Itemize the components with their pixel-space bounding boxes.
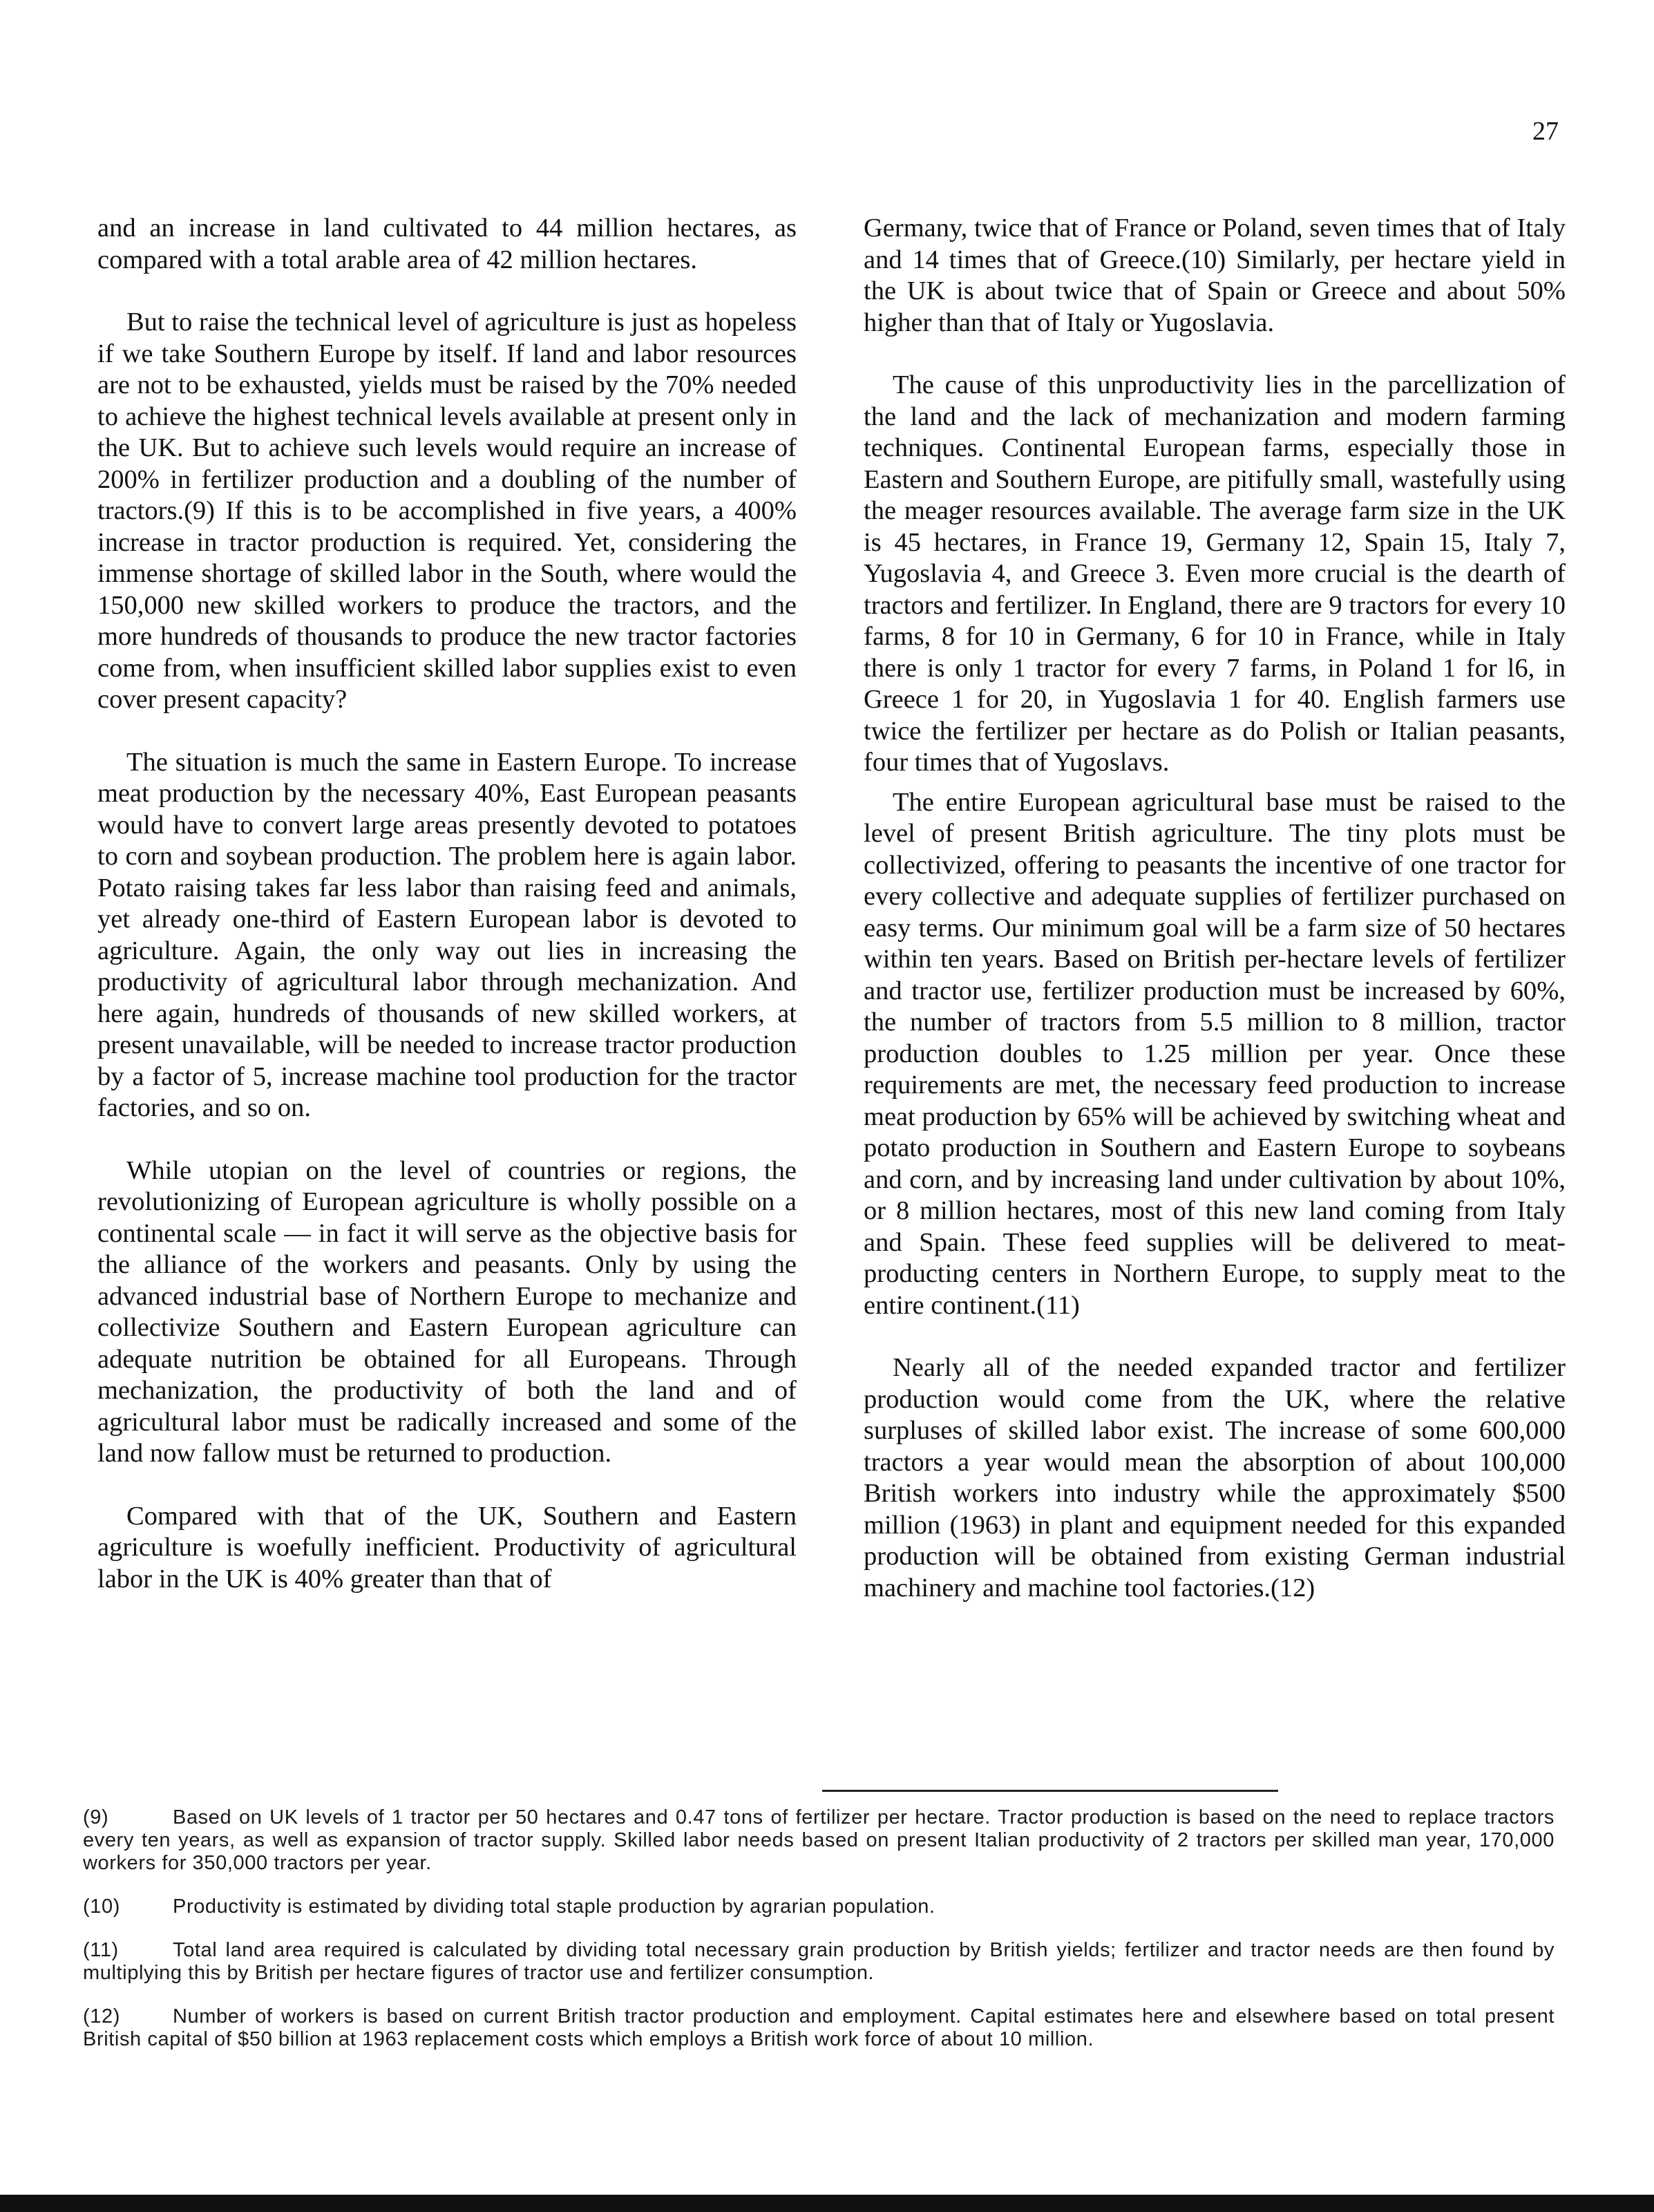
footnote-9 xyxy=(83,1806,1555,1875)
footnote-text: Productivity is estimated by dividing total staple production by agrarian population. xyxy=(173,1896,935,1918)
footnote-text: Total land area required is calculated by dividing total necessary grain production by British yields; fertilizer and tractor needs are then found by multiplying this by British per hectare figures of tractor use and fertilizer consumption. xyxy=(83,1939,1555,1984)
left-paragraph-1: and an increase in land cultivated to 44 million hectares, as compared with a total arable area of 42 million hectares. xyxy=(97,214,797,274)
footnote-text: Number of workers is based on current British tractor production and employment. Capital estimates here and elsewhere based on total present British capital of $50 billion at 1963 replacement costs which employs a British work force of about 10 million. xyxy=(83,2005,1555,2050)
right-paragraph-3: The entire European agricultural base must be raised to the level of present British agriculture. The tiny plots must be collectivized, offering to peasants the incentive of one tractor for every collective and adequate supplies of fertilizer purchased on easy terms. Our minimum goal will be a farm size of 50 hectares within ten years. Based on British per-hectare levels of fertilizer and tractor use, fertilizer production must be increased by 60%, the number of tractors from 5.5 million to 8 million, tractor production doubles to 1.25 million per year. Once these requirements are met, the necessary feed production to increase meat production by 65% will be achieved by switching wheat and potato production in Southern and Eastern Europe to soybeans and corn, and by increasing land under cultivation by about 10%, or 8 million hectares, most of this new land coming from Italy and Spain. These feed supplies will be delivered to meat-producting centers in Northern Europe, to supply meat to the entire continent.(11) xyxy=(864,787,1566,1320)
left-column xyxy=(97,213,797,1626)
footnote-12 xyxy=(83,2005,1555,2051)
footnote-number: (10) xyxy=(83,1896,120,1918)
footnote-11 xyxy=(83,1939,1555,1985)
footnote-divider xyxy=(822,1790,1278,1792)
left-paragraph-5: Compared with that of the UK, Southern and Eastern agriculture is woefully inefficient. Productivity of agricultural labor in the UK is 40% greater than that of xyxy=(97,1501,797,1594)
right-paragraph-4: Nearly all of the needed expanded tractor and fertilizer production would come from the UK, where the relative surpluses of skilled labor exist. The increase of some 600,000 tractors a year would mean the absorption of about 100,000 British workers into industry while the approximately $500 million (1963) in plant and equipment needed for this expanded production will be obtained from existing German industrial machinery and machine tool factories.(12) xyxy=(864,1353,1566,1603)
footnote-number: (9) xyxy=(83,1806,109,1828)
left-paragraph-2: But to raise the technical level of agriculture is just as hopeless if we take Southern Europe by itself. If land and labor resources are not to be exhausted, yields must be raised by the 70% needed to achieve the highest technical levels available at present only in the UK. But to achieve such levels would require an increase of 200% in fertilizer production and a doubling of the number of tractors.(9) If this is to be accomplished in five years, a 400% increase in tractor production is required. Yet, considering the immense shortage of skilled labor in the South, where would the 150,000 new skilled workers to produce the tractors, and the more hundreds of thousands to produce the new tractor factories come from, when insufficient skilled labor supplies exist to even cover present capacity? xyxy=(97,308,797,714)
left-paragraph-4: While utopian on the level of countries or regions, the revolutionizing of European agriculture is wholly possible on a continental scale — in fact it will serve as the objective basis for the alliance of the workers and peasants. Only by using the advanced industrial base of Northern Europe to mechanize and collectivize Southern and Eastern European agriculture can adequate nutrition be obtained for all Europeans. Through mechanization, the productivity of both the land and of agricultural labor must be radically increased and some of the land now fallow must be returned to production. xyxy=(97,1155,797,1468)
footnote-number: (11) xyxy=(83,1939,119,1961)
footnote-10 xyxy=(83,1896,1555,1918)
footnote-number: (12) xyxy=(83,2005,120,2027)
footnotes xyxy=(83,1806,1555,2072)
page-number: 27 xyxy=(1532,117,1559,146)
right-paragraph-1: Germany, twice that of France or Poland, seven times that of Italy and 14 times that of Greece.(10) Similarly, per hectare yield in the UK is about twice that of Spain or Greece and about 50% higher than that of Italy or Yugoslavia. xyxy=(864,214,1566,337)
scan-border-bottom xyxy=(0,2195,1654,2212)
right-column xyxy=(864,213,1566,1635)
footnote-text: Based on UK levels of 1 tractor per 50 hectares and 0.47 tons of fertilizer per hectare. Tractor production is based on the need to replace tractors every ten years, as well as expansion of tractor supply. Skilled labor needs based on present Italian productivity of 2 tractors per skilled man year, 170,000 workers for 350,000 tractors per year. xyxy=(83,1806,1555,1874)
left-paragraph-3: The situation is much the same in Eastern Europe. To increase meat production by the necessary 40%, East European peasants would have to convert large areas presently devoted to potatoes to corn and soybean production. The problem here is again labor. Potato raising takes far less labor than raising feed and animals, yet already one-third of Eastern European labor is devoted to agriculture. Again, the only way out lies in increasing the productivity of agricultural labor through mechanization. And here again, hundreds of thousands of new skilled workers, at present unavailable, will be needed to increase tractor production by a factor of 5, increase machine tool production for the tractor factories, and so on. xyxy=(97,747,797,1122)
right-paragraph-2: The cause of this unproductivity lies in the parcellization of the land and the lack of mechanization and modern farming techniques. Continental European farms, especially those in Eastern and Southern Europe, are pitifully small, wastefully using the meager resources available. The average farm size in the UK is 45 hectares, in France 19, Germany 12, Spain 15, Italy 7, Yugoslavia 4, and Greece 3. Even more crucial is the dearth of tractors and fertilizer. In England, there are 9 tractors for every 10 farms, 8 for 10 in Germany, 6 for 10 in France, while in Italy there is only 1 tractor for every 7 farms, in Poland 1 for l6, in Greece 1 for 20, in Yugoslavia 1 for 40. English farmers use twice the fertilizer per hectare as do Polish or Italian peasants, four times that of Yugoslavs. xyxy=(864,370,1566,777)
